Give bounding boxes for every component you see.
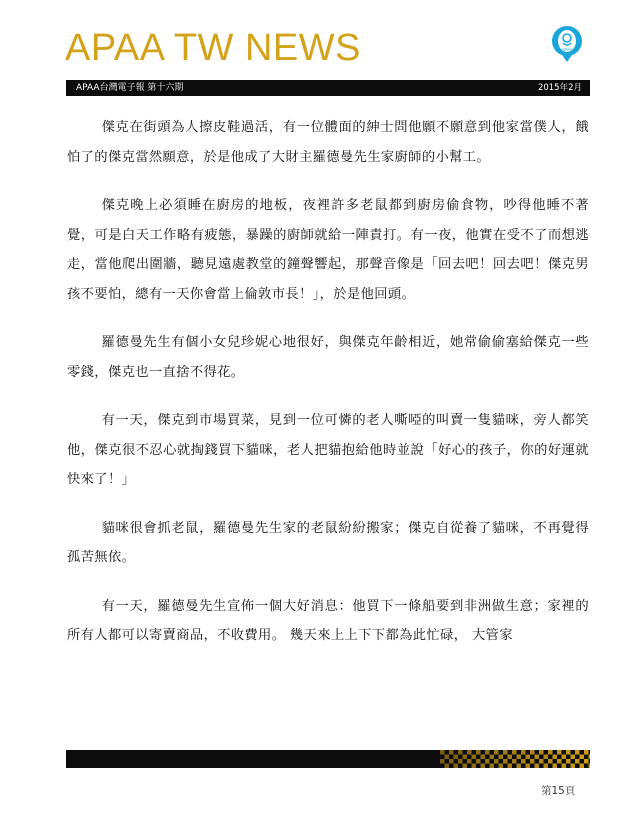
paragraph: 貓咪很會抓老鼠，羅德曼先生家的老鼠紛紛搬家；傑克自從養了貓咪，不再覺得孤苦無依。 (67, 520, 589, 565)
checker-square (485, 759, 490, 764)
checker-square (485, 750, 490, 755)
checker-square (548, 759, 553, 764)
checker-square (454, 755, 459, 760)
issue-label: APAA台灣電子報 第十六期 (76, 83, 184, 93)
footer-bar (66, 750, 590, 768)
checker-square (472, 755, 477, 760)
checker-square (575, 750, 580, 755)
checker-square (517, 764, 522, 769)
checker-square (463, 764, 468, 769)
checker-square (580, 755, 585, 760)
checker-square (490, 755, 495, 760)
checker-square (571, 755, 576, 760)
checker-square (449, 759, 454, 764)
checker-square (467, 750, 472, 755)
checker-square (512, 750, 517, 755)
checker-square (544, 764, 549, 769)
checker-square (481, 755, 486, 760)
checker-square (517, 755, 522, 760)
checker-square (521, 750, 526, 755)
checker-square (503, 759, 508, 764)
checker-square (526, 755, 531, 760)
checker-square (494, 759, 499, 764)
checker-square (575, 759, 580, 764)
checker-square (589, 755, 591, 760)
checker-square (553, 755, 558, 760)
paragraph: 傑克晚上必須睡在廚房的地板，夜裡許多老鼠都到廚房偷食物，吵得他睡不著覺，可是白天工作略有疲態，暴躁的廚師就給一陣責打。有一夜，他實在受不了而想逃走，當他爬出圍牆，聽見遠處教堂的鐘聲響起，那聲音像是「回去吧！回去吧！傑克男孩不要怕，總有一天你會當上倫敦市長！」，於是他回頭。 (67, 198, 589, 302)
header-bar (66, 80, 590, 96)
checker-square (494, 750, 499, 755)
checker-square (449, 750, 454, 755)
checker-square (530, 759, 535, 764)
checker-square (553, 764, 558, 769)
checker-square (557, 750, 562, 755)
checker-square (508, 764, 513, 769)
checker-square (472, 764, 477, 769)
checker-square (445, 755, 450, 760)
checker-square (539, 759, 544, 764)
article-body (67, 113, 589, 670)
checker-square (440, 750, 445, 755)
checker-square (458, 750, 463, 755)
paragraph: 傑克在街頭為人擦皮鞋過活，有一位體面的紳士問他願不願意到他家當僕人，餓怕了的傑克當然願意，於是他成了大財主羅德曼先生家廚師的小幫工。 (67, 120, 589, 165)
checker-square (530, 750, 535, 755)
checker-square (548, 750, 553, 755)
checker-square (467, 759, 472, 764)
checker-pattern (440, 750, 590, 768)
checker-square (490, 764, 495, 769)
checker-square (539, 750, 544, 755)
checker-square (580, 764, 585, 769)
checker-square (535, 755, 540, 760)
issue-date: 2015年2月 (537, 83, 582, 93)
checker-square (562, 764, 567, 769)
checker-square (503, 750, 508, 755)
checker-square (566, 750, 571, 755)
checker-square (508, 755, 513, 760)
apaa-logo (549, 24, 585, 64)
checker-square (526, 764, 531, 769)
checker-square (499, 764, 504, 769)
paragraph: 羅德曼先生有個小女兒珍妮心地很好，與傑克年齡相近，她常偷偷塞給傑克一些零錢，傑克也一直捨不得花。 (67, 335, 589, 380)
checker-square (476, 759, 481, 764)
checker-square (562, 755, 567, 760)
checker-square (535, 764, 540, 769)
checker-square (463, 755, 468, 760)
checker-square (521, 759, 526, 764)
checker-square (584, 759, 589, 764)
checker-square (476, 750, 481, 755)
checker-square (589, 764, 591, 769)
checker-square (544, 755, 549, 760)
paragraph: 有一天，傑克到市場買菜，見到一位可憐的老人嘶啞的叫賣一隻貓咪，旁人都笑他，傑克很不忍心就掏錢買下貓咪，老人把貓抱給他時並說「好心的孩子，你的好運就快來了！」 (67, 413, 589, 487)
checker-square (481, 764, 486, 769)
checker-square (571, 764, 576, 769)
logo-text: APAA (561, 47, 573, 52)
checker-square (458, 759, 463, 764)
checker-square (566, 759, 571, 764)
checker-square (440, 759, 445, 764)
masthead-title: APAA TW NEWS (65, 27, 361, 69)
checker-square (454, 764, 459, 769)
checker-square (499, 755, 504, 760)
checker-square (557, 759, 562, 764)
checker-square (512, 759, 517, 764)
checker-square (445, 764, 450, 769)
page-number: 第15頁 (541, 785, 576, 797)
checker-square (584, 750, 589, 755)
paragraph: 有一天，羅德曼先生宣佈一個大好消息：他買下一條船要到非洲做生意；家裡的所有人都可以寄賣商品，不收費用。 幾天來上上下下都為此忙碌， 大管家 (67, 598, 589, 643)
